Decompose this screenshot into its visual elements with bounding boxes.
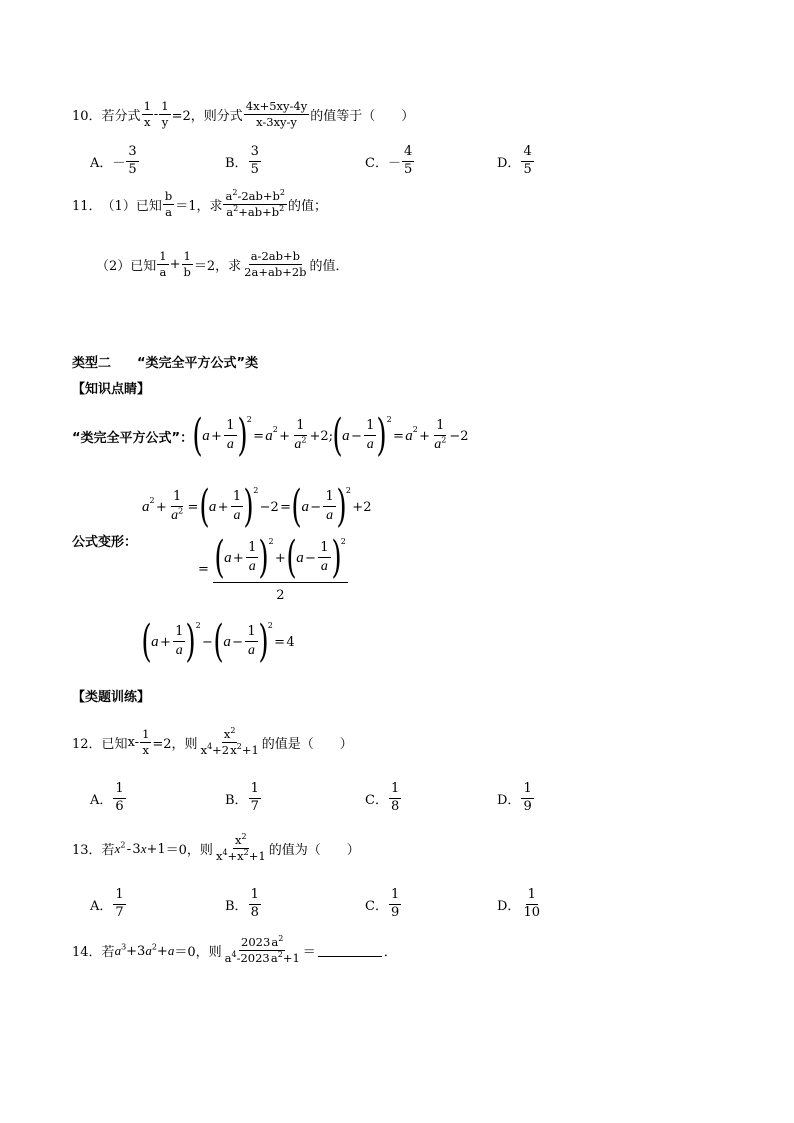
knowledge-heading: 【知识点睛】 (72, 382, 151, 397)
option-d[interactable]: D． $\frac{1}{10}$ (497, 887, 540, 920)
question-12: 12． 已知 x- $\frac{1}{x}$ =2，则 $\frac{x^2}{x^4+2 x^2+1}$ 的值是（ ） (72, 726, 353, 758)
question-10: 10． 若分式 $\frac{1}{x}$ - $\frac{1}{y}$ =2，则分式 $\frac{4x+5xy-4y}{x-3xy-y}$ 的值等于（ ） (72, 99, 415, 130)
question-11: 11． （1）已知 $\frac{b}{a}$ ＝1，求 $\frac{a^2-2ab+b^2}{a^2+ab+b^2}$ 的值； (72, 188, 327, 220)
option-a[interactable]: A． $\frac{1}{6}$ (90, 781, 124, 814)
option-b[interactable]: B． $\frac{3}{5}$ (225, 144, 259, 177)
question-number: 12． (72, 737, 102, 753)
formula-label: “类完全平方公式”： (72, 430, 194, 446)
option-d[interactable]: D． $\frac{1}{9}$ (497, 781, 532, 814)
transform-line-2: = ( a + $\frac{1}{a}$ ) $^2$ + ( a − $\frac{1}{a}$ ) $^2$ 2 (198, 532, 346, 603)
formula-line: “类完全平方公式”： ( a + $\frac{1}{a}$ ) $^2$ = a $^2$ + $\frac{1}{a^2}$ +2; ( a − $\frac{1}{a}$ ) $^2$ = a $^2$ + $\frac{1}{a^2}$ −2 (72, 410, 469, 461)
question-number: 11． (72, 199, 102, 215)
question-text: =2，则分式 (171, 109, 243, 125)
question-text: 的值等于（ ） (310, 109, 415, 125)
option-a[interactable]: A． $\frac{1}{7}$ (90, 887, 124, 920)
question-text: 若分式 (101, 109, 141, 125)
question-number: 10． (72, 109, 102, 125)
section-title: 类型二 “类完全平方公式”类 (72, 356, 259, 371)
question-11-part-2: （2）已知 $\frac{1}{a}$ + $\frac{1}{b}$ ＝2，求 $\frac{a-2ab+b}{2a+ab+2b}$ 的值． (96, 249, 349, 280)
option-b[interactable]: B． $\frac{1}{8}$ (225, 887, 259, 920)
option-b[interactable]: B． $\frac{1}{7}$ (225, 781, 259, 814)
fraction: $\frac{1}{x}$ (143, 99, 151, 130)
option-d[interactable]: D． $\frac{4}{5}$ (497, 144, 532, 177)
question-13: 13． 若 $x^2$ - 3x+1 ＝0，则 $\frac{x^2}{x^4+x^2+1}$ 的值为（ ） (72, 832, 360, 864)
option-a[interactable]: A． － $\frac{3}{5}$ (90, 144, 137, 177)
training-heading: 【类题训练】 (72, 690, 151, 705)
option-c[interactable]: C． $\frac{1}{9}$ (365, 887, 400, 920)
transform-line-3: ( a + $\frac{1}{a}$ ) $^2$ − ( a − $\frac{1}{a}$ ) $^2$ = 4 (141, 616, 295, 667)
question-number: 14． (72, 945, 102, 961)
transform-line-1: a $^2$ + $\frac{1}{a^2}$ = ( a + $\frac{1}{a}$ ) $^2$ −2 = ( a − $\frac{1}{a}$ ) $^2$ +2 (142, 481, 372, 532)
fraction: $\frac{1}{y}$ (161, 99, 169, 130)
question-number: 13． (72, 843, 102, 859)
option-c[interactable]: C． － $\frac{4}{5}$ (365, 144, 413, 177)
answer-blank[interactable] (318, 944, 382, 957)
transform-label: 公式变形： (72, 535, 138, 550)
fraction: $\frac{4x+5xy-4y}{x-3xy-y}$ (245, 99, 308, 130)
option-c[interactable]: C． $\frac{1}{8}$ (365, 781, 400, 814)
question-14: 14． 若 $a^3+3a^2+a$ ＝0，则 $\frac{2023 a^2}{a^4-2023 a^2+1}$ ＝ ． (72, 934, 397, 966)
